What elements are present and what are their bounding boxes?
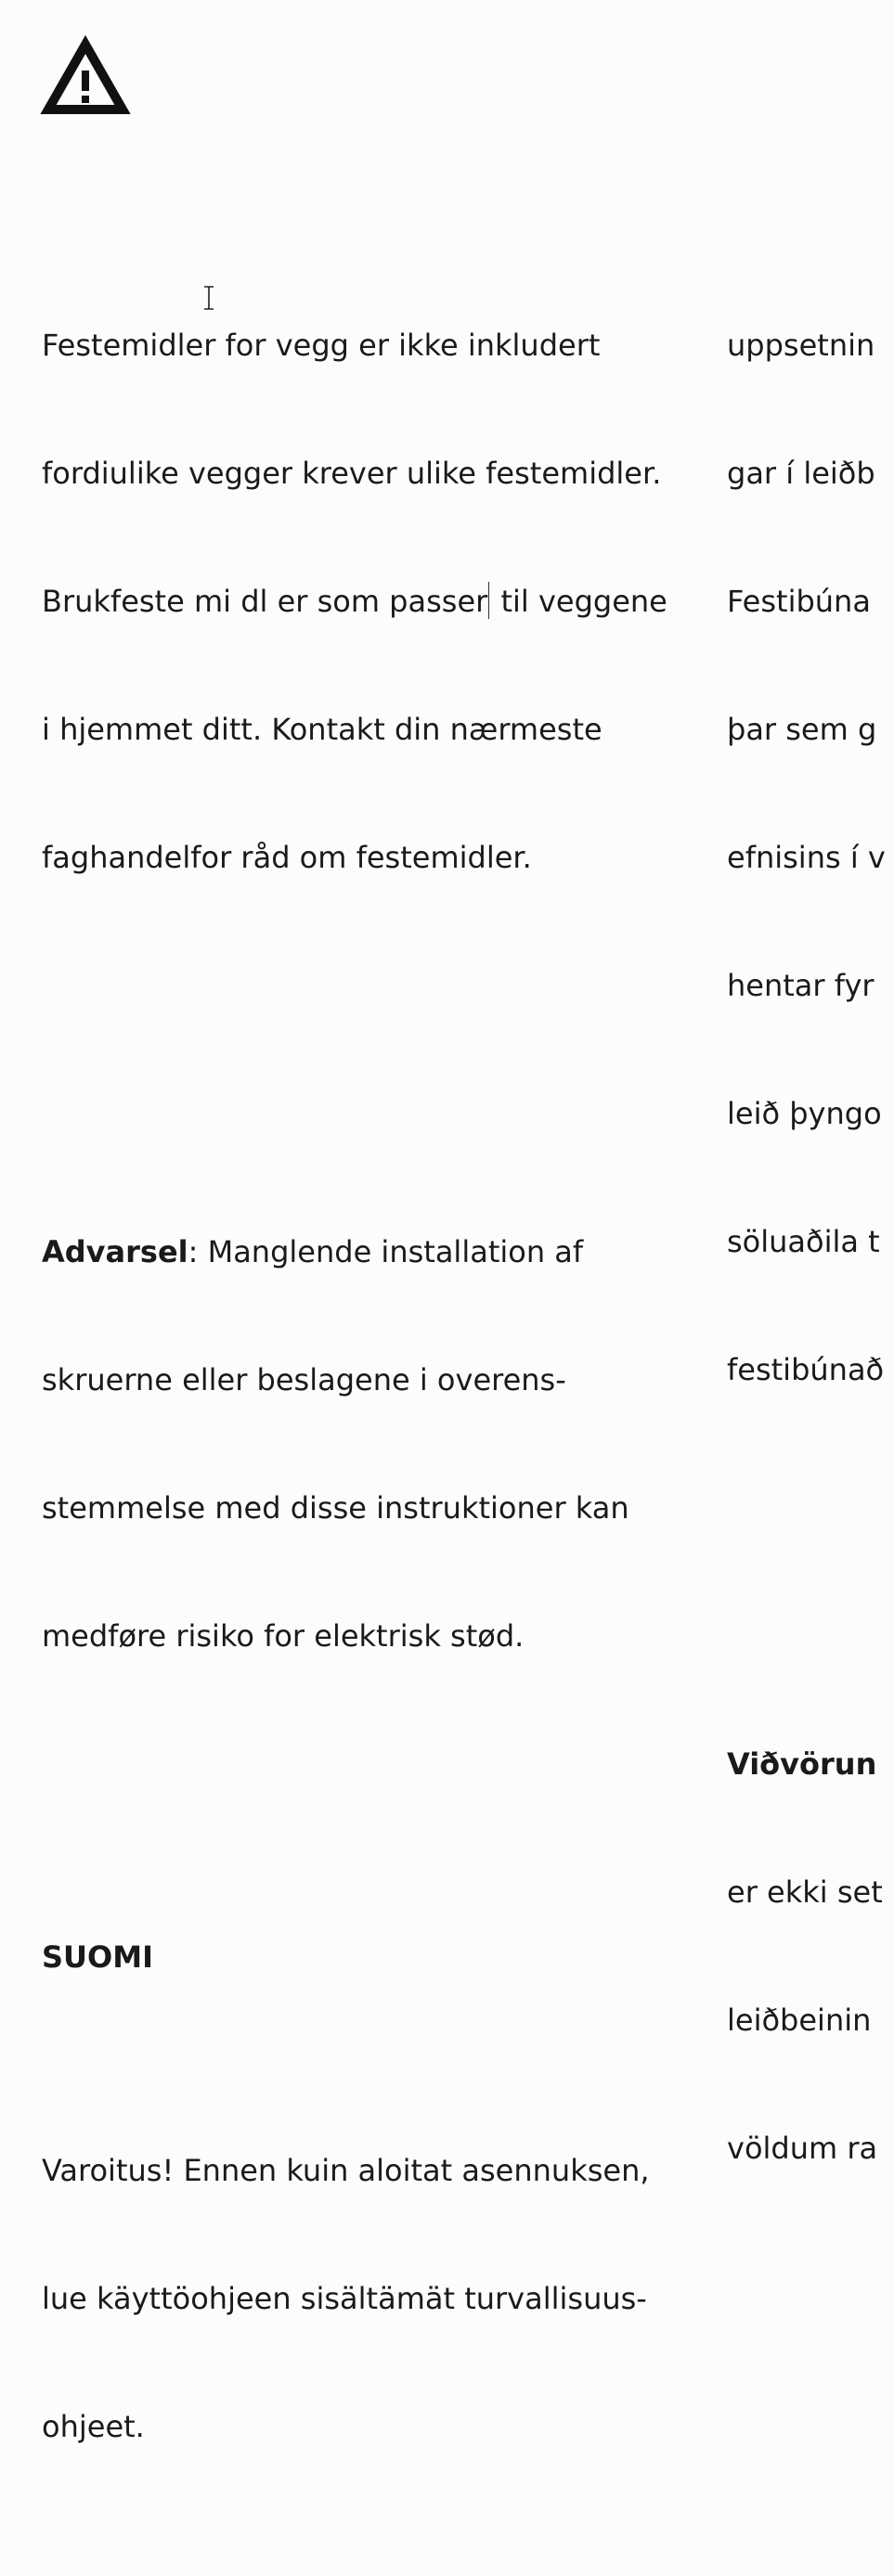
ibeam-cursor-icon <box>202 286 215 310</box>
text-line: i hjemmet ditt. Kontakt din nærmeste <box>42 712 602 747</box>
text-line: skruerne eller beslagene i overens- <box>42 1362 566 1397</box>
warning-label: Advarsel <box>42 1234 188 1269</box>
text-line: Advarsel: Manglende installation af <box>42 1234 584 1269</box>
text-line: Varoitus! Ennen kuin aloitat asennuksen, <box>42 2153 650 2188</box>
paragraph-warning-icelandic[interactable] <box>727 1657 894 2255</box>
text-line: leið þyngo <box>727 1096 882 1131</box>
text-line: fordiulike vegger krever ulike festemidler. <box>42 456 662 491</box>
text-line: leiðbeinin <box>727 2003 872 2038</box>
text-line: Brukfeste mi dl er som passer til veggene <box>42 584 667 619</box>
paragraph-fasteners[interactable] <box>42 238 696 964</box>
left-column[interactable] <box>42 153 696 2576</box>
right-column[interactable] <box>727 153 894 2298</box>
text-line: stemmelse med disse instruktioner kan <box>42 1490 629 1526</box>
text-line: söluaðila t <box>727 1224 880 1259</box>
paragraph-warning-danish[interactable] <box>42 1145 696 1743</box>
text-line: faghandelfor råd om festemidler. <box>42 840 532 875</box>
text-line: Festibúna <box>727 584 871 619</box>
text-line: medføre risiko for elektrisk stød. <box>42 1618 525 1654</box>
text-cursor <box>488 582 489 619</box>
text-line: ohjeet. <box>42 2409 145 2444</box>
paragraph-suomi[interactable] <box>42 2064 696 2533</box>
text-line: lue käyttöohjeen sisältämät turvallisuus- <box>42 2281 647 2316</box>
text-line: efnisins í v <box>727 840 886 875</box>
text-line: þar sem g <box>727 712 877 747</box>
warning-triangle-icon <box>41 39 130 117</box>
text-line: völdum ra <box>727 2131 878 2166</box>
text-line: Festemidler for vegg er ikke inkludert <box>42 328 601 363</box>
text-line: uppsetnin <box>727 328 875 363</box>
text-line: festibúnað <box>727 1352 885 1387</box>
section-heading: SUOMI <box>42 1939 153 1975</box>
text-line: gar í leiðb <box>727 456 875 491</box>
text-line: hentar fyr <box>727 968 875 1003</box>
warning-label: Viðvörun <box>727 1746 877 1782</box>
paragraph-icelandic[interactable] <box>727 238 894 1476</box>
text-line: er ekki set <box>727 1874 883 1910</box>
text-line <box>727 1743 894 1785</box>
